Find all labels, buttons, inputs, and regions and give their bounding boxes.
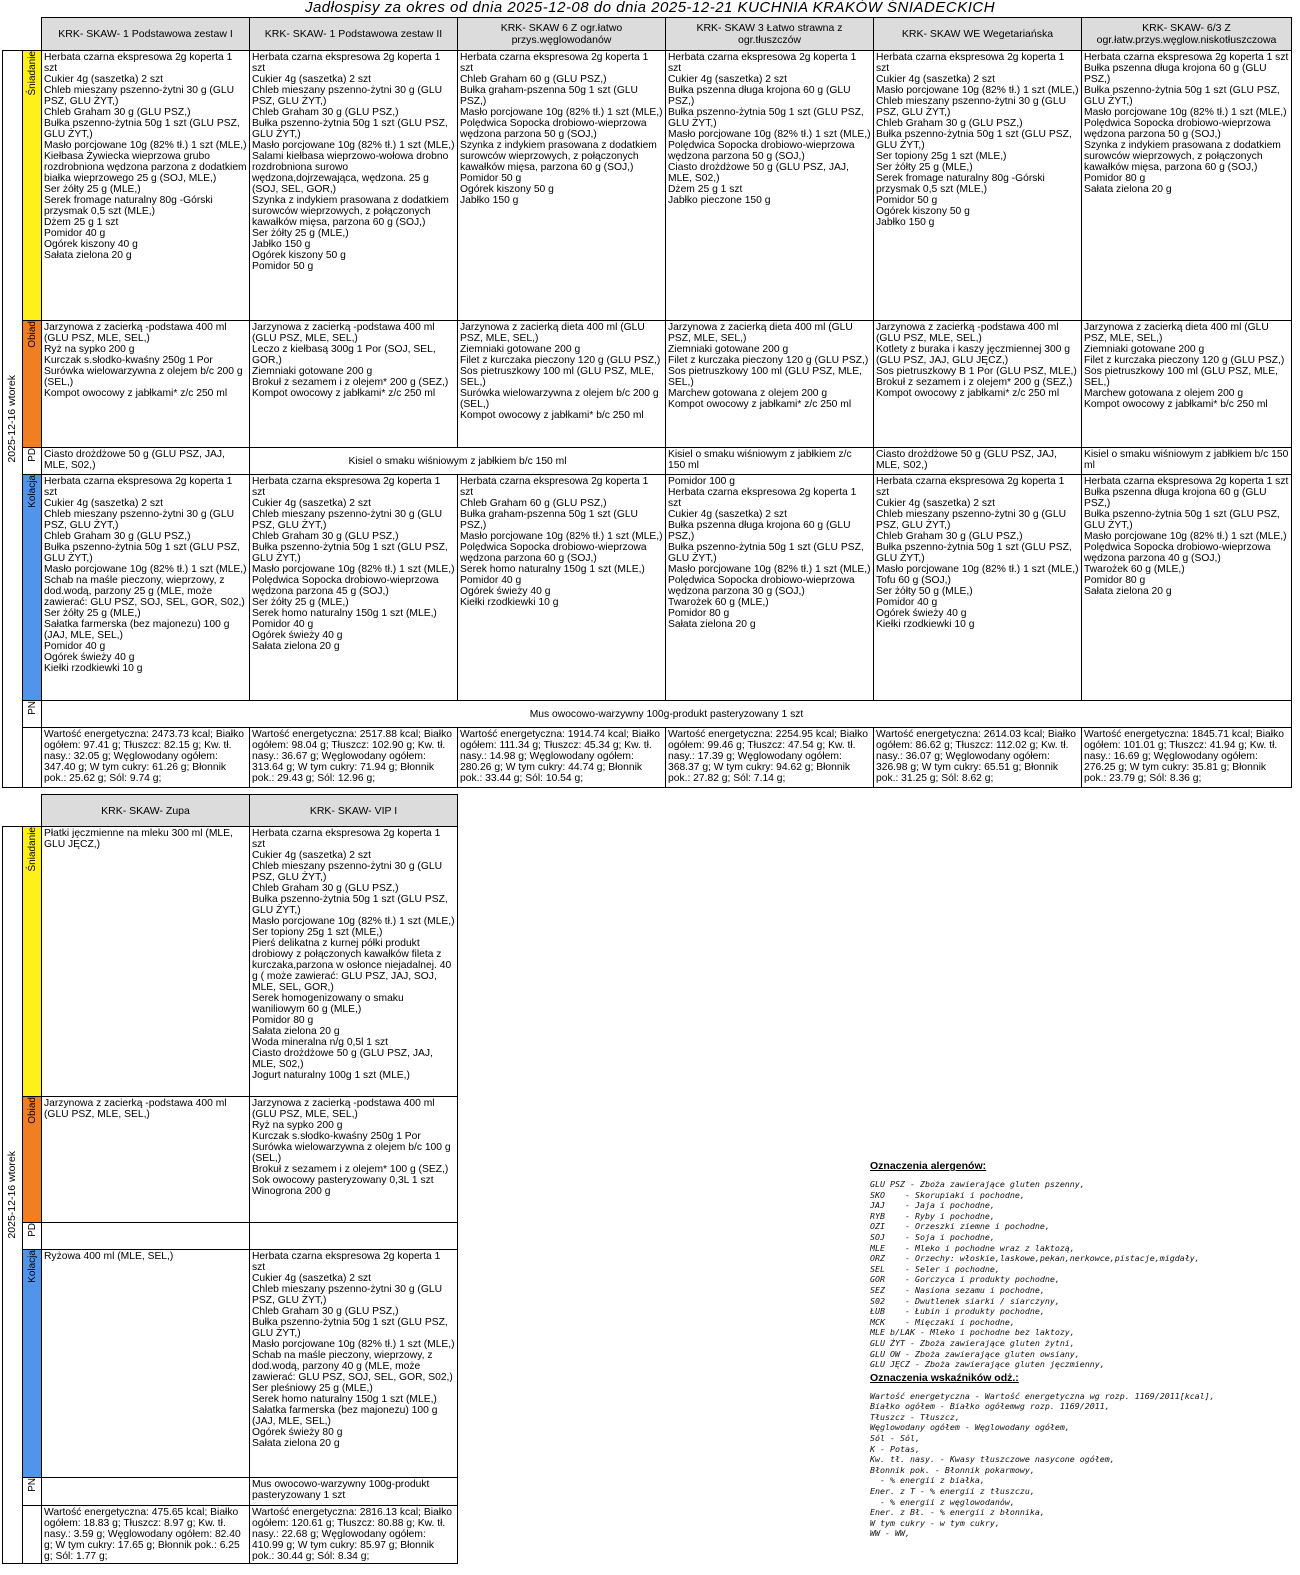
list-item: Ser żółty 50 g (MLE,) bbox=[876, 586, 973, 597]
list-item: Sałata zielona 20 g bbox=[668, 619, 756, 630]
menu-cell bbox=[42, 1097, 250, 1223]
list-item: Filet z kurczaka pieczony 120 g (GLU PSZ,) bbox=[1084, 355, 1285, 366]
menu-cell bbox=[1082, 475, 1292, 701]
list-item: Sałata zielona 20 g bbox=[1084, 586, 1172, 597]
list-item: - % energii z białka, bbox=[870, 1475, 985, 1486]
list-item: Ziemniaki gotowane 200 g bbox=[1084, 344, 1205, 355]
list-item: Ser topiony 25g 1 szt (MLE,) bbox=[252, 927, 383, 938]
menu-cell bbox=[250, 475, 458, 701]
list-item: Chleb Graham 30 g (GLU PSZ,) bbox=[876, 531, 1023, 542]
nutrition-cell: Wartość energetyczna: 2816.13 kcal; Białko ogółem: 120.61 g; Tłuszcz: 80.88 g; Kw. tł. nasy.: 22.68 g; Węglowodany ogółem: 410.99 g; W tym cukry: 85.97 g; Błonnik pok.: 30.44 g; Sól: 8.34 g; bbox=[250, 1506, 458, 1564]
list-item: Salami kiełbasa wieprzowo-wołowa drobno rozdrobniona surowo wędzona,dojrzewająca, wędzona. 25 g (SOJ, SEL, GOR,) bbox=[252, 151, 449, 195]
list-item: Polędwica Sopocka drobiowo-wieprzowa wędzona parzona 50 g (SOJ,) bbox=[1084, 118, 1271, 140]
list-item: Pomidor 80 g bbox=[1084, 173, 1146, 184]
menu-table-secondary bbox=[2, 794, 458, 1564]
list-item: Bułka pszenno-żytnia 50g 1 szt (GLU PSZ, GLU ŻYT,) bbox=[44, 118, 240, 140]
column-header: KRK- SKAW 3 Łatwo strawna z ogr.tłuszczów bbox=[666, 18, 874, 51]
list-item: Dżem 25 g 1 szt bbox=[44, 217, 119, 228]
list-item: Bułka pszenno-żytnia 50g 1 szt (GLU PSZ, GLU ŻYT,) bbox=[668, 107, 864, 129]
menu-cell: Ciasto drożdżowe 50 g (GLU PSZ, JAJ, MLE, S02,) bbox=[42, 448, 250, 475]
list-item: Masło porcjowane 10g (82% tł.) 1 szt (MLE,) bbox=[44, 564, 247, 575]
list-item: Surówka wielowarzywna z olejem b/c 100 g (SEL,) bbox=[252, 1142, 451, 1164]
list-item: Bułka graham-pszenna 50g 1 szt (GLU PSZ,) bbox=[460, 85, 638, 107]
list-item: GOR - Gorczyca i produkty pochodne, bbox=[870, 1274, 1060, 1285]
list-item: Herbata czarna ekspresowa 2g koperta 1 szt bbox=[252, 1251, 441, 1273]
list-item: Masło porcjowane 10g (82% tł.) 1 szt (MLE,) bbox=[252, 140, 455, 151]
list-item: Masło porcjowane 10g (82% tł.) 1 szt (MLE,) bbox=[668, 564, 871, 575]
list-item: Chleb Graham 30 g (GLU PSZ,) bbox=[44, 531, 191, 542]
list-item: Kiełki rzodkiewki 10 g bbox=[460, 597, 559, 608]
menu-cell bbox=[458, 321, 666, 448]
list-item: Polędwica Sopocka drobiowo-wieprzowa wędzona parzona 50 g (SOJ,) bbox=[668, 140, 855, 162]
list-item: Cukier 4g (saszetka) 2 szt bbox=[876, 74, 996, 85]
list-item: Kompot owocowy z jabłkami* z/c 250 ml bbox=[668, 399, 852, 410]
nutrition-cell: Wartość energetyczna: 2473.73 kcal; Białko ogółem: 97.41 g; Tłuszcz: 82.15 g; Kw. tł. nasy.: 32.05 g; Węglowodany ogółem: 347.40 g; W tym cukry: 61.26 g; Błonnik pok.: 25.62 g; Sól: 9.74 g; bbox=[42, 728, 250, 788]
list-item: Pomidor 40 g bbox=[876, 597, 938, 608]
menu-cell bbox=[250, 1097, 458, 1223]
list-item: Chleb mieszany pszenno-żytni 30 g (GLU PSZ, GLU ŻYT,) bbox=[876, 96, 1067, 118]
list-item: Bułka pszenno-żytnia 50g 1 szt (GLU PSZ, GLU ŻYT,) bbox=[876, 129, 1072, 151]
list-item: Cukier 4g (saszetka) 2 szt bbox=[252, 850, 372, 861]
list-item: Chleb Graham 30 g (GLU PSZ,) bbox=[252, 531, 399, 542]
list-item: Cukier 4g (saszetka) 2 szt bbox=[252, 498, 372, 509]
menu-table-main bbox=[2, 17, 1292, 788]
list-item: Ciasto drożdżowe 50 g (GLU PSZ, JAJ, MLE, S02,) bbox=[668, 162, 849, 184]
list-item: Masło porcjowane 10g (82% tł.) 1 szt (MLE,) bbox=[252, 1339, 455, 1350]
list-item: Bułka pszenna długa krojona 60 g (GLU PSZ,) bbox=[1084, 63, 1267, 85]
list-item: Masło porcjowane 10g (82% tł.) 1 szt (MLE,) bbox=[876, 564, 1079, 575]
list-item: Ener. z T - % energii z tłuszczu, bbox=[870, 1486, 1035, 1497]
menu-cell bbox=[1082, 321, 1292, 448]
menu-cell bbox=[250, 1250, 458, 1478]
page-title: Jadłospisy za okres od dnia 2025-12-08 do dnia 2025-12-21 KUCHNIA KRAKÓW ŚNIADECKICH bbox=[304, 0, 996, 16]
list-item: Jabłko pieczone 150 g bbox=[668, 195, 771, 206]
indicators-title: Oznaczenia wskaźników odż.: bbox=[870, 1371, 1019, 1384]
list-item: JAJ - Jaja i pochodne, bbox=[870, 1200, 995, 1211]
menu-cell bbox=[458, 475, 666, 701]
list-item: Pomidor 40 g bbox=[460, 575, 522, 586]
list-item: Masło porcjowane 10g (82% tł.) 1 szt (MLE,) bbox=[460, 531, 663, 542]
list-item: Chleb mieszany pszenno-żytni 30 g (GLU PSZ, GLU ŻYT,) bbox=[252, 85, 443, 107]
list-item: Bułka pszenno-żytnia 50g 1 szt (GLU PSZ, GLU ŻYT,) bbox=[252, 894, 448, 916]
list-item: Serek homo naturalny 150g 1 szt (MLE,) bbox=[252, 1394, 437, 1405]
list-item: Chleb Graham 30 g (GLU PSZ,) bbox=[252, 1306, 399, 1317]
list-item: Chleb Graham 30 g (GLU PSZ,) bbox=[44, 107, 191, 118]
list-item: Jarzynowa z zacierką dieta 400 ml (GLU PSZ, MLE, SEL,) bbox=[460, 322, 645, 344]
list-item: Bułka pszenna długa krojona 60 g (GLU PSZ,) bbox=[668, 85, 851, 107]
list-item: Polędwica Sopocka drobiowo-wieprzowa wędzona parzona 40 g (SOJ,) bbox=[1084, 542, 1271, 564]
list-item: Serek homo naturalny 150g 1 szt (MLE,) bbox=[252, 608, 437, 619]
list-item: Jabłko 150 g bbox=[252, 239, 311, 250]
menu-cell bbox=[666, 475, 874, 701]
list-item: Surówka wielowarzywna z olejem b/c 200 g (SEL,) bbox=[460, 388, 659, 410]
list-item: Brokuł z sezamem i z olejem* 200 g (SEZ,) bbox=[876, 377, 1073, 388]
list-item: Chleb Graham 30 g (GLU PSZ,) bbox=[252, 883, 399, 894]
list-item: Bułka pszenno-żytnia 50g 1 szt (GLU PSZ, GLU ŻYT,) bbox=[252, 1317, 448, 1339]
list-item: Ogórek świeży 40 g bbox=[460, 586, 551, 597]
list-item: SOJ - Soja i pochodne, bbox=[870, 1231, 995, 1242]
menu-cell bbox=[1082, 51, 1292, 321]
list-item: S02 - Dwutlenek siarki / siarczyny, bbox=[870, 1295, 1060, 1306]
list-item: Szynka z indykiem prasowana z dodatkiem surowców wieprzowych, z połączonych kawałków mięsa, parzona 60 g (SOJ,) bbox=[1084, 140, 1281, 173]
list-item: ORZ - Orzechy: włoskie,laskowe,pekan,nerkowce,pistacje,migdały, bbox=[870, 1253, 1200, 1264]
list-item: Ogórek świeży 80 g bbox=[252, 1427, 343, 1438]
list-item: Marchew gotowana z olejem 200 g bbox=[1084, 388, 1244, 399]
list-item: Kiełbasa Żywiecka wieprzowa grubo rozdrobniona wędzona parzona z dodatkiem białka wieprzowego 25 g (SOJ, MLE,) bbox=[44, 151, 247, 184]
list-item: Sos pietruszkowy 100 ml (GLU PSZ, MLE, SEL,) bbox=[460, 366, 654, 388]
list-item: Pomidor 40 g bbox=[44, 641, 106, 652]
list-item: Pomidor 50 g bbox=[460, 173, 522, 184]
list-item: Herbata czarna ekspresowa 2g koperta 1 szt bbox=[252, 52, 441, 74]
meal-label-kolacja: Kolacja bbox=[23, 1250, 42, 1478]
list-item: Ziemniaki gotowane 200 g bbox=[252, 366, 373, 377]
list-item: Leczo z kiełbasą 300g 1 Por (SOJ, SEL, GOR,) bbox=[252, 344, 436, 366]
list-item: Ser żółty 25 g (MLE,) bbox=[44, 184, 141, 195]
list-item: Herbata czarna ekspresowa 2g koperta 1 szt bbox=[460, 476, 649, 498]
list-item: Polędwica Sopocka drobiowo-wieprzowa wędzona parzona 50 g (SOJ,) bbox=[460, 118, 647, 140]
menu-cell: Kisiel o smaku wiśniowym z jabłkiem b/c 150 ml bbox=[250, 448, 666, 475]
meal-label-pn: PN bbox=[23, 1478, 42, 1506]
list-item: Herbata czarna ekspresowa 2g koperta 1 szt bbox=[252, 476, 441, 498]
list-item: Brokuł z sezamem i z olejem* 100 g (SEZ,) bbox=[252, 1164, 449, 1175]
list-item: Chleb mieszany pszenno-żytni 30 g (GLU PSZ, GLU ŻYT,) bbox=[252, 509, 443, 531]
list-item: Serek homogenizowany o smaku waniliowym 60 g (MLE,) bbox=[252, 993, 404, 1015]
list-item: Tofu 60 g (SOJ,) bbox=[876, 575, 951, 586]
list-item: Masło porcjowane 10g (82% tł.) 1 szt (MLE,) bbox=[252, 916, 455, 927]
meal-label-obiad: Obiad bbox=[23, 1097, 42, 1223]
list-item: Sałata zielona 20 g bbox=[1084, 184, 1172, 195]
list-item: Winogrona 200 g bbox=[252, 1186, 331, 1197]
menu-cell bbox=[42, 827, 250, 1097]
list-item: Polędwica Sopocka drobiowo-wieprzowa wędzona parzona 30 g (SOJ,) bbox=[668, 575, 855, 597]
list-item: Sól - Sól, bbox=[870, 1433, 920, 1444]
list-item: Chleb mieszany pszenno-żytni 30 g (GLU PSZ, GLU ŻYT,) bbox=[44, 85, 235, 107]
list-item: Filet z kurczaka pieczony 120 g (GLU PSZ,) bbox=[668, 355, 869, 366]
list-item: Ryżowa 400 ml (MLE, SEL,) bbox=[44, 1251, 174, 1262]
list-item: Ziemniaki gotowane 200 g bbox=[460, 344, 581, 355]
list-item: GLU JĘCZ - Zboża zawierające gluten jęczmienny, bbox=[870, 1359, 1105, 1370]
meal-label-pn: PN bbox=[23, 701, 42, 728]
list-item: Ogórek kiszony 50 g bbox=[876, 206, 970, 217]
list-item: Pomidor 50 g bbox=[876, 195, 938, 206]
list-item: Jabłko 150 g bbox=[460, 195, 519, 206]
list-item: Herbata czarna ekspresowa 2g koperta 1 szt bbox=[44, 476, 233, 498]
list-item: Bułka pszenno-żytnia 50g 1 szt (GLU PSZ, GLU ŻYT,) bbox=[252, 118, 448, 140]
list-item: Herbata czarna ekspresowa 2g koperta 1 szt bbox=[876, 476, 1065, 498]
list-item: Ogórek kiszony 50 g bbox=[460, 184, 554, 195]
list-item: Woda mineralna n/g 0,5l 1 szt bbox=[252, 1037, 389, 1048]
list-item: Masło porcjowane 10g (82% tł.) 1 szt (MLE,) bbox=[44, 140, 247, 151]
date-cell: 2025-12-16 wtorek bbox=[3, 51, 23, 788]
list-item: Schab na maśle pieczony, wieprzowy, z dod.wodą, parzony 25 g (MLE, może zawierać: GLU PSZ, SOJ, SEL, GOR, S02,) bbox=[44, 575, 245, 608]
menu-cell bbox=[42, 321, 250, 448]
list-item: Herbata czarna ekspresowa 2g koperta 1 szt bbox=[1084, 52, 1289, 63]
menu-cell bbox=[250, 51, 458, 321]
column-header: KRK- SKAW- Zupa bbox=[42, 795, 250, 827]
list-item: GLU ŻYT - Zboża zawierające gluten żytni, bbox=[870, 1337, 1075, 1348]
list-item: ŁUB - Łubin i produkty pochodne, bbox=[870, 1306, 1045, 1317]
list-item: Cukier 4g (saszetka) 2 szt bbox=[44, 74, 164, 85]
list-item: Surówka wielowarzywna z olejem b/c 200 g (SEL,) bbox=[44, 366, 243, 388]
list-item: - % energii z węglowodanów, bbox=[870, 1496, 1015, 1507]
list-item: Kw. tł. nasy. - Kwasy tłuszczowe nasycone ogółem, bbox=[870, 1454, 1115, 1465]
list-item: Ser żółty 25 g (MLE,) bbox=[252, 228, 349, 239]
menu-cell: Mus owocowo-warzywny 100g-produkt pasteryzowany 1 szt bbox=[42, 701, 1292, 728]
list-item: Jarzynowa z zacierką -podstawa 400 ml (GLU PSZ, MLE, SEL,) bbox=[44, 1098, 227, 1120]
list-item: Polędwica Sopocka drobiowo-wieprzowa wędzona parzona 60 g (SOJ,) bbox=[460, 542, 647, 564]
column-header: KRK- SKAW 6 Z ogr.łatwo przys.węglowodanów bbox=[458, 18, 666, 51]
list-item: Chleb Graham 60 g (GLU PSZ,) bbox=[460, 74, 607, 85]
list-item: Kompot owocowy z jabłkami* b/c 250 ml bbox=[1084, 399, 1268, 410]
column-header: KRK- SKAW- 6/3 Z ogr.łatw.przys.węglow.niskotłuszczowa bbox=[1082, 18, 1292, 51]
list-item: Ogórek kiszony 40 g bbox=[44, 239, 138, 250]
list-item: Dżem 25 g 1 szt bbox=[668, 184, 743, 195]
list-item: Herbata czarna ekspresowa 2g koperta 1 szt bbox=[668, 487, 857, 509]
list-item: Pomidor 40 g bbox=[252, 619, 314, 630]
list-item: Ziemniaki gotowane 200 g bbox=[668, 344, 789, 355]
list-item: Twarożek 60 g (MLE,) bbox=[668, 597, 769, 608]
list-item: RYB - Ryby i pochodne, bbox=[870, 1210, 995, 1221]
list-item: MCK - Mięczaki i pochodne, bbox=[870, 1316, 1015, 1327]
list-item: Ciasto drożdżowe 50 g (GLU PSZ, JAJ, MLE, S02,) bbox=[252, 1048, 433, 1070]
list-item: Bułka graham-pszenna 50g 1 szt (GLU PSZ,) bbox=[460, 509, 638, 531]
list-item: Bułka pszenna długa krojona 60 g (GLU PSZ,) bbox=[1084, 487, 1267, 509]
list-item: Schab na maśle pieczony, wieprzowy, z dod.wodą, parzony 40 g (MLE, może zawierać: GLU PSZ, SOJ, SEL, GOR, S02,) bbox=[252, 1350, 453, 1383]
list-item: Pomidor 40 g bbox=[44, 228, 106, 239]
list-item: Jabłko 150 g bbox=[876, 217, 935, 228]
list-item: Bułka pszenno-żytnia 50g 1 szt (GLU PSZ, GLU ŻYT,) bbox=[876, 542, 1072, 564]
list-item: Chleb mieszany pszenno-żytni 30 g (GLU PSZ, GLU ŻYT,) bbox=[252, 1284, 443, 1306]
menu-cell bbox=[458, 51, 666, 321]
list-item: Masło porcjowane 10g (82% tł.) 1 szt (MLE,) bbox=[460, 107, 663, 118]
menu-cell: Kisiel o smaku wiśniowym z jabłkiem b/c 150 ml bbox=[1082, 448, 1292, 475]
list-item: Ser pleśniowy 25 g (MLE,) bbox=[252, 1383, 373, 1394]
list-item: Chleb mieszany pszenno-żytni 30 g (GLU PSZ, GLU ŻYT,) bbox=[252, 861, 443, 883]
meal-label-sniadanie: Śniadanie bbox=[23, 827, 42, 1097]
list-item: Ogórek świeży 40 g bbox=[44, 652, 135, 663]
list-item: Białko ogółem - Białko ogółemwg rozp. 1169/2011, bbox=[870, 1401, 1110, 1412]
nutrition-cell: Wartość energetyczna: 2254.95 kcal; Białko ogółem: 99.46 g; Tłuszcz: 47.54 g; Kw. tł. nasy.: 17.39 g; Węglowodany ogółem: 368.37 g; W tym cukry: 94.62 g; Błonnik pok.: 27.82 g; Sól: 7.14 g; bbox=[666, 728, 874, 788]
list-item: Ser żółty 25 g (MLE,) bbox=[44, 608, 141, 619]
list-item: SKO - Skorupiaki i pochodne, bbox=[870, 1189, 1025, 1200]
list-item: W tym cukry - w tym cukry, bbox=[870, 1517, 1000, 1528]
list-item: Polędwica Sopocka drobiowo-wieprzowa wędzona parzona 45 g (SOJ,) bbox=[252, 575, 439, 597]
list-item: Herbata czarna ekspresowa 2g koperta 1 szt bbox=[668, 52, 857, 74]
meal-label-pd: PD bbox=[23, 448, 42, 475]
list-item: Tłuszcz - Tłuszcz, bbox=[870, 1411, 960, 1422]
list-item: K - Potas, bbox=[870, 1443, 920, 1454]
list-item: Ryż na sypko 200 g bbox=[252, 1120, 343, 1131]
list-item: Sałata zielona 20 g bbox=[252, 641, 340, 652]
date-cell: 2025-12-16 wtorek bbox=[3, 827, 23, 1564]
list-item: Ogórek świeży 40 g bbox=[252, 630, 343, 641]
list-item: Jarzynowa z zacierką -podstawa 400 ml (GLU PSZ, MLE, SEL,) bbox=[44, 322, 227, 344]
menu-cell bbox=[42, 475, 250, 701]
menu-cell bbox=[666, 51, 874, 321]
list-item: Sałata zielona 20 g bbox=[252, 1438, 340, 1449]
list-item: Szynka z indykiem prasowana z dodatkiem surowców wieprzowych, z połączonych kawałków mięsa, parzona 60 g (SOJ,) bbox=[460, 140, 657, 173]
list-item: Bułka pszenno-żytnia 50g 1 szt (GLU PSZ, GLU ŻYT,) bbox=[252, 542, 448, 564]
list-item: Kotlety z buraka i kaszy jęczmiennej 300 g (GLU PSZ, JAJ, GLU JĘCZ,) bbox=[876, 344, 1071, 366]
list-item: Masło porcjowane 10g (82% tł.) 1 szt (MLE,) bbox=[876, 85, 1079, 96]
list-item: Sos pietruszkowy 100 ml (GLU PSZ, MLE, SEL,) bbox=[668, 366, 862, 388]
nutrition-cell: Wartość energetyczna: 475.65 kcal; Białko ogółem: 18.83 g; Tłuszcz: 8.97 g; Kw. tł. nasy.: 3.59 g; Węglowodany ogółem: 82.40 g; W tym cukry: 17.65 g; Błonnik pok.: 6.25 g; Sól: 1.77 g; bbox=[42, 1506, 250, 1564]
list-item: Bułka pszenna długa krojona 60 g (GLU PSZ,) bbox=[668, 520, 851, 542]
list-item: Bułka pszenno-żytnia 50g 1 szt (GLU PSZ, GLU ŻYT,) bbox=[44, 542, 240, 564]
list-item: Cukier 4g (saszetka) 2 szt bbox=[876, 498, 996, 509]
list-item: MLE b/LAK - Mleko i pochodne bez laktozy, bbox=[870, 1327, 1075, 1338]
list-item: Kompot owocowy z jabłkami* b/c 250 ml bbox=[460, 410, 644, 421]
indicators-list bbox=[870, 1391, 1290, 1539]
list-item: Chleb Graham 30 g (GLU PSZ,) bbox=[876, 118, 1023, 129]
list-item: Ogórek kiszony 50 g bbox=[252, 250, 346, 261]
list-item: OZI - Orzeszki ziemne i pochodne, bbox=[870, 1221, 1050, 1232]
list-item: Kurczak s.słodko-kwaśny 250g 1 Por bbox=[252, 1131, 421, 1142]
allergens-title: Oznaczenia alergenów: bbox=[870, 1160, 987, 1172]
list-item: Chleb mieszany pszenno-żytni 30 g (GLU PSZ, GLU ŻYT,) bbox=[876, 509, 1067, 531]
menu-cell: Ciasto drożdżowe 50 g (GLU PSZ, JAJ, MLE, S02,) bbox=[874, 448, 1082, 475]
list-item: Chleb Graham 60 g (GLU PSZ,) bbox=[460, 498, 607, 509]
list-item: Twarożek 60 g (MLE,) bbox=[1084, 564, 1185, 575]
nutrition-cell: Wartość energetyczna: 2517.88 kcal; Białko ogółem: 98.04 g; Tłuszcz: 102.90 g; Kw. tł. nasy.: 36.67 g; Węglowodany ogółem: 313.64 g; W tym cukry: 71.94 g; Błonnik pok.: 29.43 g; Sól: 12.96 g; bbox=[250, 728, 458, 788]
allergens-list bbox=[870, 1179, 1290, 1370]
list-item: Bułka pszenno-żytnia 50g 1 szt (GLU PSZ, GLU ŻYT,) bbox=[1084, 85, 1280, 107]
list-item: Ogórek świeży 40 g bbox=[876, 608, 967, 619]
list-item: Masło porcjowane 10g (82% tł.) 1 szt (MLE,) bbox=[1084, 531, 1287, 542]
list-item: GLU OW - Zboża zawierające gluten owsiany, bbox=[870, 1348, 1080, 1359]
list-item: SEL - Seler i pochodne, bbox=[870, 1263, 1000, 1274]
list-item: Kiełki rzodkiewki 10 g bbox=[876, 619, 975, 630]
list-item: Chleb Graham 30 g (GLU PSZ,) bbox=[252, 107, 399, 118]
menu-cell bbox=[874, 51, 1082, 321]
menu-cell: Kisiel o smaku wiśniowym z jabłkiem z/c 150 ml bbox=[666, 448, 874, 475]
list-item: Ser topiony 25g 1 szt (MLE,) bbox=[876, 151, 1007, 162]
list-item: Bułka pszenno-żytnia 50g 1 szt (GLU PSZ, GLU ŻYT,) bbox=[668, 542, 864, 564]
list-item: Ser żółty 25 g (MLE,) bbox=[252, 597, 349, 608]
list-item: Cukier 4g (saszetka) 2 szt bbox=[44, 498, 164, 509]
list-item: Sałatka farmerska (bez majonezu) 100 g (JAJ, MLE, SEL,) bbox=[44, 619, 230, 641]
list-item: Kurczak s.słodko-kwaśny 250g 1 Por bbox=[44, 355, 213, 366]
list-item: Pierś delikatna z kurnej półki produkt drobiowy z połączonych kawałków fileta z kurczaka,parzona w osłonce niejadalnej. 40 g ( może zawierać: GLU PSZ, JAJ, SOJ, MLE, SEL, GOR,) bbox=[252, 938, 452, 993]
list-item: Cukier 4g (saszetka) 2 szt bbox=[252, 74, 372, 85]
list-item: Ener. z Bł. - % energii z błonnika, bbox=[870, 1507, 1045, 1518]
list-item: Herbata czarna ekspresowa 2g koperta 1 szt bbox=[1084, 476, 1289, 487]
menu-cell bbox=[42, 1250, 250, 1478]
menu-cell bbox=[874, 475, 1082, 701]
list-item: Masło porcjowane 10g (82% tł.) 1 szt (MLE,) bbox=[1084, 107, 1287, 118]
list-item: Błonnik pok. - Błonnik pokarmowy, bbox=[870, 1464, 1035, 1475]
menu-cell bbox=[42, 51, 250, 321]
list-item: Cukier 4g (saszetka) 2 szt bbox=[252, 1273, 372, 1284]
menu-cell bbox=[250, 827, 458, 1097]
list-item: Sałata zielona 20 g bbox=[44, 250, 132, 261]
list-item: SEZ - Nasiona sezamu i pochodne, bbox=[870, 1284, 1045, 1295]
nutrition-cell: Wartość energetyczna: 2614.03 kcal; Białko ogółem: 86.62 g; Tłuszcz: 112.02 g; Kw. tł. nasy.: 36.07 g; Węglowodany ogółem: 326.98 g; W tym cukry: 65.51 g; Błonnik pok.: 31.25 g; Sól: 8.62 g; bbox=[874, 728, 1082, 788]
list-item: Ser żółty 25 g (MLE,) bbox=[876, 162, 973, 173]
list-item: Płatki jęczmienne na mleku 300 ml (MLE, GLU JĘCZ,) bbox=[44, 828, 233, 850]
menu-cell bbox=[874, 321, 1082, 448]
list-item: Pomidor 100 g bbox=[668, 476, 735, 487]
list-item: Serek fromage naturalny 80g -Górski przysmak 0,5 szt (MLE,) bbox=[876, 173, 1045, 195]
list-item: Serek fromage naturalny 80g -Górski przysmak 0,5 szt (MLE,) bbox=[44, 195, 213, 217]
list-item: Jarzynowa z zacierką dieta 400 ml (GLU PSZ, MLE, SEL,) bbox=[668, 322, 853, 344]
list-item: Cukier 4g (saszetka) 2 szt bbox=[668, 509, 788, 520]
list-item: Herbata czarna ekspresowa 2g koperta 1 szt bbox=[460, 52, 649, 74]
menu-cell bbox=[250, 321, 458, 448]
list-item: Sok owocowy pasteryzowany 0,3L 1 szt bbox=[252, 1175, 434, 1186]
list-item: Bułka pszenno-żytnia 50g 1 szt (GLU PSZ, GLU ŻYT,) bbox=[1084, 509, 1280, 531]
list-item: Pomidor 50 g bbox=[252, 261, 314, 272]
list-item: Sos pietruszkowy 100 ml (GLU PSZ, MLE, SEL,) bbox=[1084, 366, 1278, 388]
list-item: Masło porcjowane 10g (82% tł.) 1 szt (MLE,) bbox=[668, 129, 871, 140]
meal-label-obiad: Obiad bbox=[23, 321, 42, 448]
list-item: Ryż na sypko 200 g bbox=[44, 344, 135, 355]
column-header: KRK- SKAW- 1 Podstawowa zestaw I bbox=[42, 18, 250, 51]
list-item: Jarzynowa z zacierką -podstawa 400 ml (GLU PSZ, MLE, SEL,) bbox=[252, 322, 435, 344]
list-item: Herbata czarna ekspresowa 2g koperta 1 szt bbox=[44, 52, 233, 74]
list-item: Wartość energetyczna - Wartość energetyczna wg rozp. 1169/2011[kcal], bbox=[870, 1390, 1215, 1401]
nutrition-cell: Wartość energetyczna: 1914.74 kcal; Białko ogółem: 111.34 g; Tłuszcz: 45.34 g; Kw. tł. nasy.: 14.98 g; Węglowodany ogółem: 280.26 g; W tym cukry: 44.74 g; Błonnik pok.: 33.44 g; Sól: 10.54 g; bbox=[458, 728, 666, 788]
list-item: WW - WW, bbox=[870, 1528, 910, 1539]
menu-cell: Mus owocowo-warzywny 100g-produkt pasteryzowany 1 szt bbox=[250, 1478, 458, 1506]
legend bbox=[870, 1160, 1290, 1539]
list-item: Kompot owocowy z jabłkami* z/c 250 ml bbox=[252, 388, 436, 399]
list-item: Jarzynowa z zacierką dieta 400 ml (GLU PSZ, MLE, SEL,) bbox=[1084, 322, 1269, 344]
list-item: MLE - Mleko i pochodne wraz z laktozą, bbox=[870, 1242, 1075, 1253]
list-item: Pomidor 80 g bbox=[1084, 575, 1146, 586]
list-item: Szynka z indykiem prasowana z dodatkiem surowców wieprzowych, z połączonych kawałków mięsa, parzona 60 g (SOJ,) bbox=[252, 195, 449, 228]
list-item: Serek homo naturalny 150g 1 szt (MLE,) bbox=[460, 564, 645, 575]
list-item: Chleb mieszany pszenno-żytni 30 g (GLU PSZ, GLU ŻYT,) bbox=[44, 509, 235, 531]
menu-cell bbox=[666, 321, 874, 448]
column-header: KRK- SKAW- 1 Podstawowa zestaw II bbox=[250, 18, 458, 51]
list-item: Kompot owocowy z jabłkami* z/c 250 ml bbox=[876, 388, 1060, 399]
list-item: Węglowodany ogółem - Węglowodany ogółem, bbox=[870, 1422, 1070, 1433]
list-item: Jogurt naturalny 100g 1 szt (MLE,) bbox=[252, 1070, 410, 1081]
list-item: Pomidor 80 g bbox=[668, 608, 730, 619]
list-item: Cukier 4g (saszetka) 2 szt bbox=[668, 74, 788, 85]
list-item: Filet z kurczaka pieczony 120 g (GLU PSZ,) bbox=[460, 355, 661, 366]
column-header: KRK- SKAW- VIP I bbox=[250, 795, 458, 827]
list-item: Marchew gotowana z olejem 200 g bbox=[668, 388, 828, 399]
list-item: Herbata czarna ekspresowa 2g koperta 1 szt bbox=[876, 52, 1065, 74]
list-item: Jarzynowa z zacierką -podstawa 400 ml (GLU PSZ, MLE, SEL,) bbox=[876, 322, 1059, 344]
meal-label-pd: PD bbox=[23, 1223, 42, 1250]
list-item: Sałata zielona 20 g bbox=[252, 1026, 340, 1037]
list-item: Masło porcjowane 10g (82% tł.) 1 szt (MLE,) bbox=[252, 564, 455, 575]
list-item: Sałatka farmerska (bez majonezu) 100 g (JAJ, MLE, SEL,) bbox=[252, 1405, 438, 1427]
list-item: Herbata czarna ekspresowa 2g koperta 1 szt bbox=[252, 828, 441, 850]
list-item: Kiełki rzodkiewki 10 g bbox=[44, 663, 143, 674]
list-item: GLU PSZ - Zboża zawierające gluten pszenny, bbox=[870, 1179, 1085, 1189]
list-item: Kompot owocowy z jabłkami* z/c 250 ml bbox=[44, 388, 228, 399]
list-item: Sos pietruszkowy B 1 Por (GLU PSZ, MLE,) bbox=[876, 366, 1077, 377]
meal-label-kolacja: Kolacja bbox=[23, 475, 42, 701]
meal-label-sniadanie: Śniadanie bbox=[23, 51, 42, 321]
list-item: Jarzynowa z zacierką -podstawa 400 ml (GLU PSZ, MLE, SEL,) bbox=[252, 1098, 435, 1120]
list-item: Brokuł z sezamem i z olejem* 200 g (SEZ,) bbox=[252, 377, 449, 388]
list-item: Pomidor 80 g bbox=[252, 1015, 314, 1026]
nutrition-cell: Wartość energetyczna: 1845.71 kcal; Białko ogółem: 101.01 g; Tłuszcz: 41.94 g; Kw. tł. nasy.: 16.69 g; Węglowodany ogółem: 276.25 g; W tym cukry: 35.81 g; Błonnik pok.: 23.79 g; Sól: 8.36 g; bbox=[1082, 728, 1292, 788]
column-header: KRK- SKAW WE Wegetariańska bbox=[874, 18, 1082, 51]
